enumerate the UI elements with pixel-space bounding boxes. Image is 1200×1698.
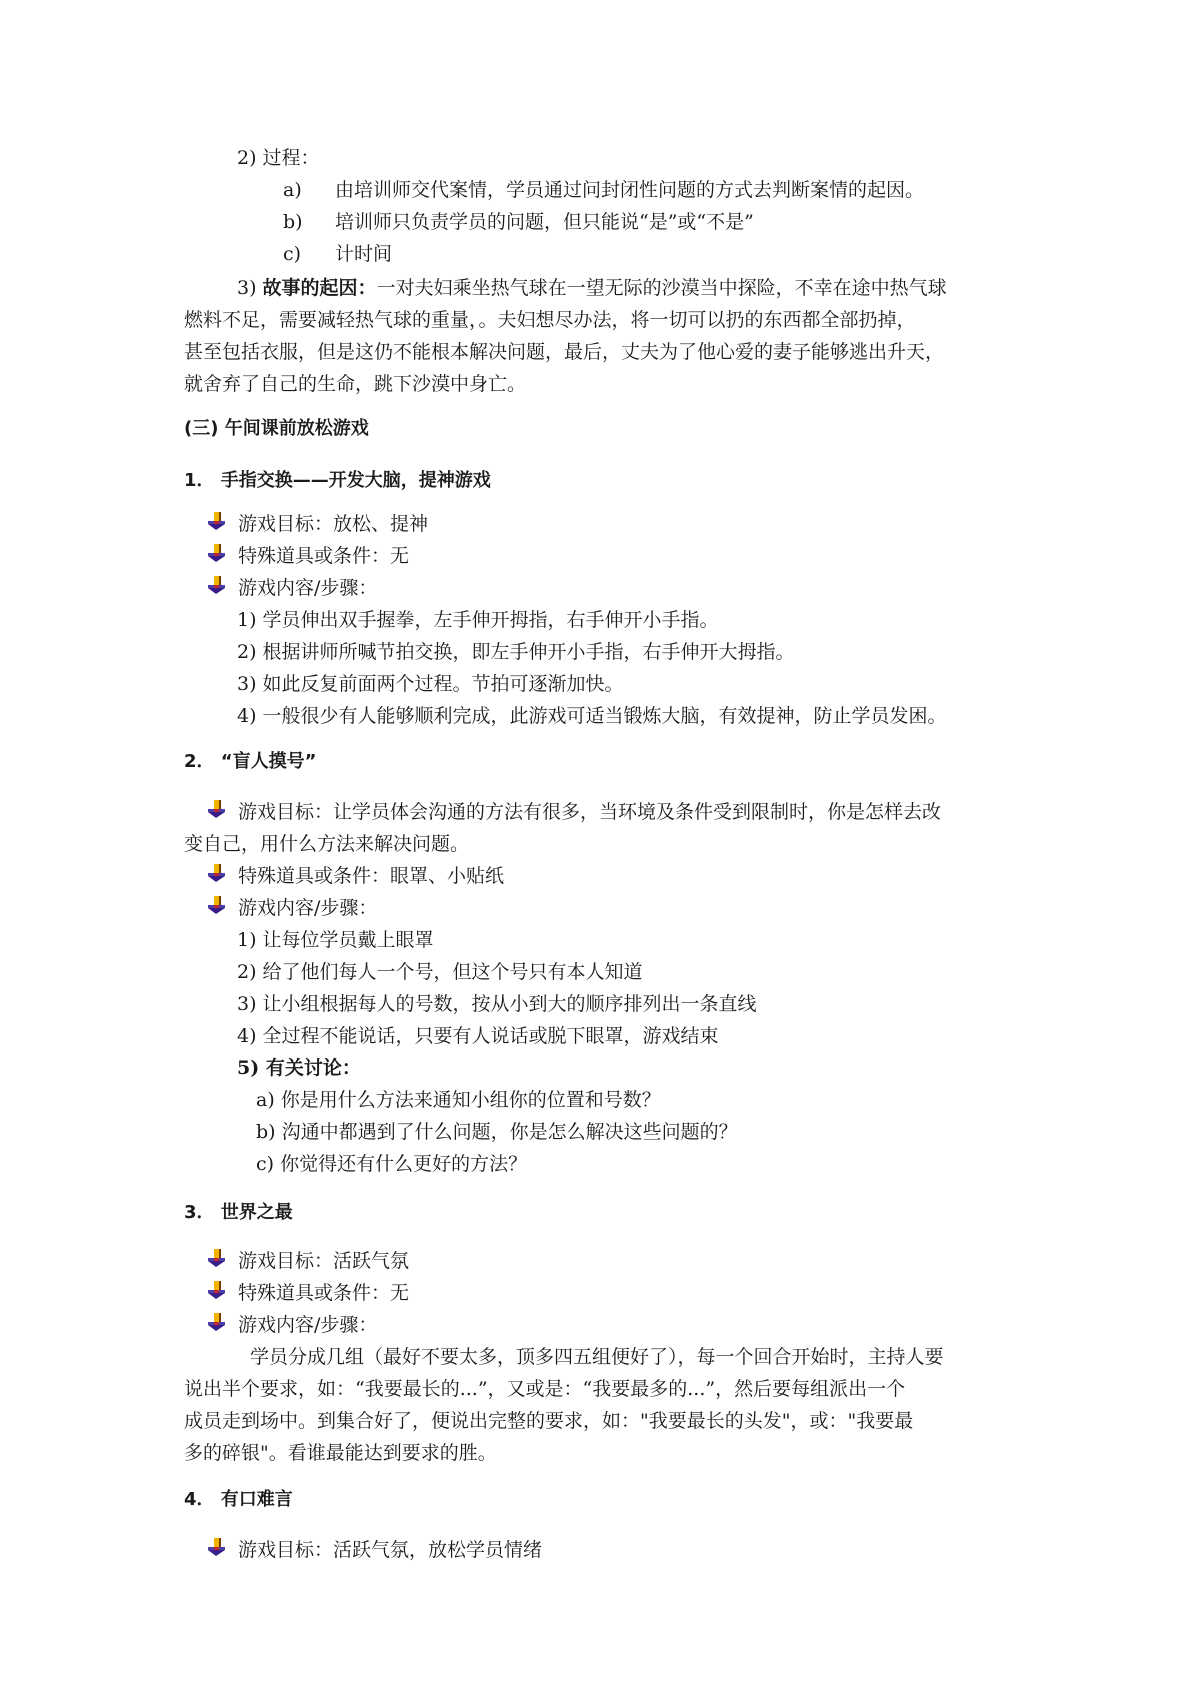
bullet-icon (207, 895, 227, 915)
bullet-icon (207, 1248, 227, 1268)
game-2-goal-line-1: 游戏目标：让学员体会沟通的方法有很多，当环境及条件受到限制时，你是怎样去改 (238, 801, 942, 823)
bullet-icon (207, 799, 227, 819)
game-1-goal: 游戏目标：放松、提神 (238, 513, 429, 535)
game-2-goal-line-2: 变自己，用什么方法来解决问题。 (184, 833, 470, 855)
game-4-goal: 游戏目标：活跃气氛，放松学员情绪 (238, 1539, 543, 1561)
story-cause-text: 一对夫妇乘坐热气球在一望无际的沙漠当中探险，不幸在途中热气球 (376, 277, 947, 299)
story-cause-number: 3) (237, 277, 263, 299)
game-1-steps-label: 游戏内容/步骤： (238, 577, 378, 599)
section-heading: (三) 午间课前放松游戏 (184, 418, 369, 439)
sub-item-c (283, 243, 392, 266)
bullet-icon (207, 1280, 227, 1300)
game-2-step: 3) 让小组根据每人的号数，按从小到大的顺序排列出一条直线 (237, 993, 757, 1015)
bullet-icon (207, 1312, 227, 1332)
sub-item-text: 由培训师交代案情，学员通过问封闭性问题的方式去判断案情的起因。 (335, 179, 925, 201)
game-2-steps-label: 游戏内容/步骤： (238, 897, 378, 919)
game-3-goal: 游戏目标：活跃气氛 (238, 1250, 410, 1272)
bullet-icon (207, 575, 227, 595)
game-2-step: 4) 全过程不能说话，只要有人说话或脱下眼罩，游戏结束 (237, 1025, 719, 1047)
game-3-title: 3． 世界之最 (184, 1202, 293, 1223)
game-2-props: 特殊道具或条件：眼罩、小贴纸 (238, 865, 505, 887)
game-2-step: 2) 给了他们每人一个号，但这个号只有本人知道 (237, 961, 643, 983)
sub-item-b (283, 211, 754, 234)
game-1-step: 4) 一般很少有人能够顺利完成，此游戏可适当锻炼大脑，有效提神，防止学员发困。 (237, 705, 947, 727)
game-3-steps-label: 游戏内容/步骤： (238, 1314, 378, 1336)
story-cause-line-4: 就舍弃了自己的生命，跳下沙漠中身亡。 (184, 373, 527, 395)
game-3-props: 特殊道具或条件：无 (238, 1282, 410, 1304)
discussion-question: b) 沟通中都遇到了什么问题，你是怎么解决这些问题的？ (256, 1121, 738, 1143)
sub-item-marker: a) (283, 179, 302, 201)
story-cause-line-2: 燃料不足，需要减轻热气球的重量，。夫妇想尽办法，将一切可以扔的东西都全部扔掉， (184, 309, 916, 331)
game-1-step: 1) 学员伸出双手握拳，左手伸开拇指，右手伸开小手指。 (237, 609, 719, 631)
game-2-step: 1) 让每位学员戴上眼罩 (237, 929, 434, 951)
game-1-title: 1． 手指交换——开发大脑，提神游戏 (184, 470, 491, 491)
game-1-step: 3) 如此反复前面两个过程。节拍可逐渐加快。 (237, 673, 624, 695)
bullet-icon (207, 543, 227, 563)
bullet-icon (207, 863, 227, 883)
story-cause-line-1 (237, 277, 947, 300)
sub-item-text: 培训师只负责学员的问题，但只能说“是”或“不是” (335, 211, 754, 233)
sub-item-a (283, 179, 924, 202)
discussion-question: a) 你是用什么方法来通知小组你的位置和号数？ (256, 1089, 661, 1111)
game-3-paragraph-line: 成员走到场中。到集合好了，便说出完整的要求，如："我要最长的头发"，或："我要最 (184, 1410, 914, 1432)
bullet-icon (207, 511, 227, 531)
game-2-discussion-label: 5) 有关讨论： (237, 1057, 361, 1079)
game-3-paragraph-line: 说出半个要求，如：“我要最长的...”，又或是：“我要最多的...”，然后要每组派出一个 (184, 1378, 906, 1400)
game-1-step: 2) 根据讲师所喊节拍交换，即左手伸开小手指，右手伸开大拇指。 (237, 641, 795, 663)
sub-item-marker: c) (283, 243, 302, 265)
game-1-props: 特殊道具或条件：无 (238, 545, 410, 567)
discussion-question: c) 你觉得还有什么更好的方法？ (256, 1153, 528, 1175)
bullet-icon (207, 1537, 227, 1557)
story-cause-line-3: 甚至包括衣服，但是这仍不能根本解决问题，最后，丈夫为了他心爱的妻子能够逃出升天， (184, 341, 945, 363)
step-process: 2) 过程： (237, 147, 320, 169)
sub-item-marker: b) (283, 211, 303, 233)
story-cause-label: 故事的起因： (262, 277, 377, 299)
game-3-paragraph-line: 学员分成几组（最好不要太多，顶多四五组便好了），每一个回合开始时，主持人要 (250, 1346, 944, 1368)
game-4-title: 4． 有口难言 (184, 1489, 293, 1510)
game-2-title: 2． “盲人摸号” (184, 751, 317, 772)
game-3-paragraph-line: 多的碎银"。看谁最能达到要求的胜。 (184, 1442, 497, 1464)
sub-item-text: 计时间 (335, 243, 393, 265)
